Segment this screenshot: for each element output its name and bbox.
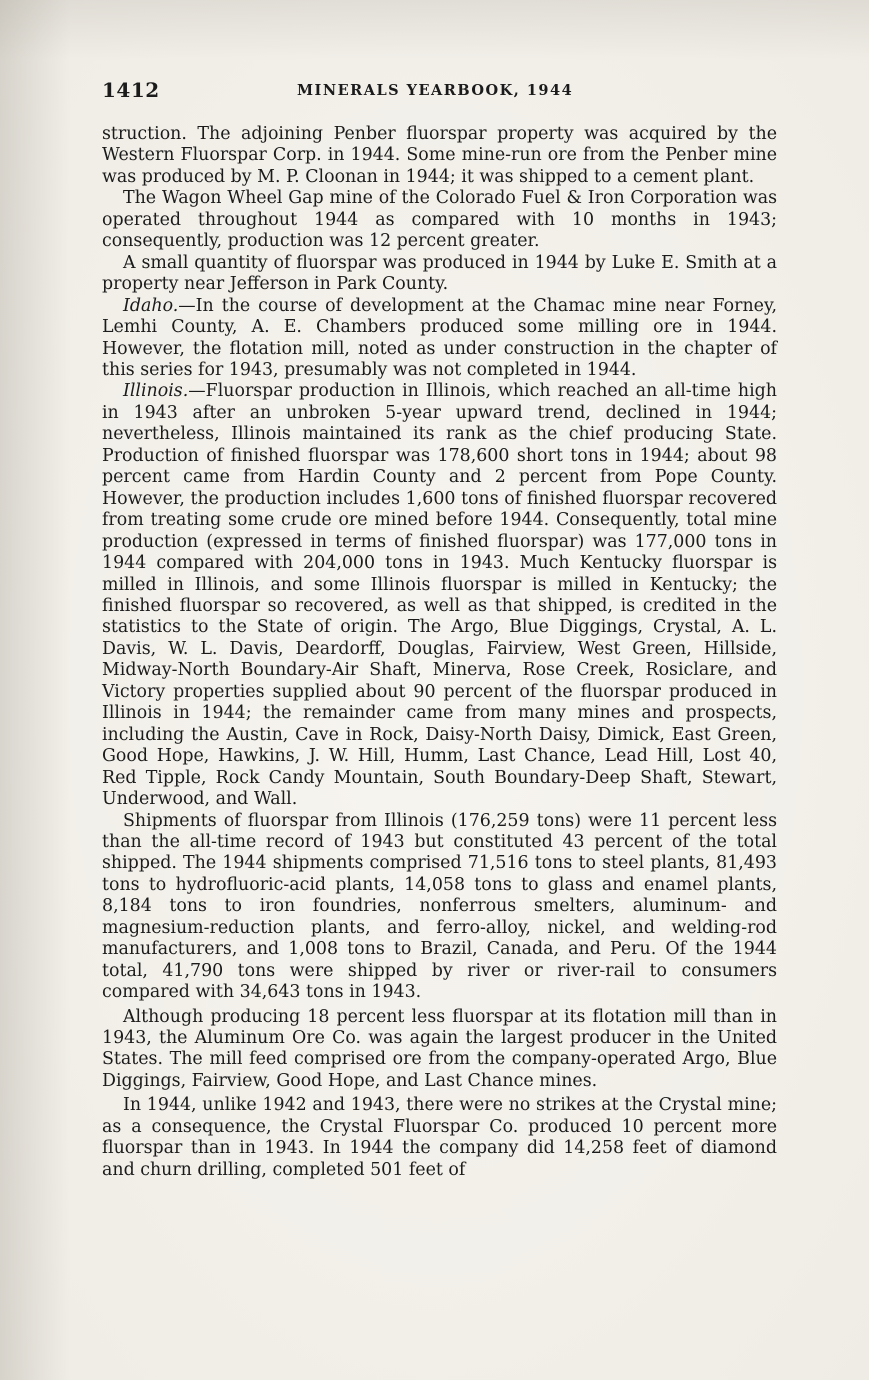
paragraph bbox=[102, 381, 777, 810]
page-number: 1412 bbox=[102, 78, 160, 102]
paragraph bbox=[102, 1095, 777, 1181]
paragraph-text: A small quantity of fluorspar was produced in 1944 by Luke E. Smith at a property near Jefferson in Park County. bbox=[102, 252, 777, 295]
body-text bbox=[102, 124, 777, 1181]
scan-top-shadow bbox=[0, 0, 869, 60]
paragraph-text: —Fluorspar production in Illinois, which reached an all-time high in 1943 after an unbroken 5-year upward trend, declined in 1944; nevertheless, Illinois maintained its rank as the chief producing State. Production of finished fluorspar was 178,600 short tons in 1944; about 98 percent came from Hardin County and 2 percent from Pope County. However, the production includes 1,600 tons of finished fluorspar recovered from treating some crude ore mined before 1944. Consequently, total mine production (expressed in terms of finished fluorspar) was 177,000 tons in 1944 compared with 204,000 tons in 1943. Much Kentucky fluorspar is milled in Illinois, and some Illinois fluorspar is milled in Kentucky; the finished fluorspar so recovered, as well as that shipped, is credited in the statistics to the State of origin. The Argo, Blue Diggings, Crystal, A. L. Davis, W. L. Davis, Deardorff, Douglas, Fairview, West Green, Hillside, Midway-North Boundary-Air Shaft, Minerva, Rose Creek, Rosiclare, and Victory properties supplied about 90 percent of the fluorspar produced in Illinois in 1944; the remainder came from many mines and prospects, including the Austin, Cave in Rock, Daisy-North Daisy, Dimick, East Green, Good Hope, Hawkins, J. W. Hill, Humm, Last Chance, Lead Hill, Lost 40, Red Tipple, Rock Candy Mountain, South Boundary-Deep Shaft, Stewart, Underwood, and Wall. bbox=[102, 381, 777, 810]
paragraph-text: The Wagon Wheel Gap mine of the Colorado Fuel & Iron Corporation was operated throughout 1944 as compared with 10 months in 1943; consequently, production was 12 percent greater. bbox=[102, 188, 777, 252]
page-header bbox=[102, 78, 774, 104]
paragraph-text: Although producing 18 percent less fluorspar at its flotation mill than in 1943, the Aluminum Ore Co. was again the largest producer in the United States. The mill feed comprised ore from the company-operated Argo, Blue Diggings, Fairview, Good Hope, and Last Chance mines. bbox=[102, 1006, 777, 1091]
paragraph-text: —In the course of development at the Chamac mine near Forney, Lemhi County, A. E. Chambers produced some milling ore in 1944. However, the flotation mill, noted as under construction in the chapter of this series for 1943, presumably was not completed in 1944. bbox=[102, 295, 777, 380]
scan-edge-shadow bbox=[0, 0, 70, 1380]
paragraph bbox=[102, 1007, 777, 1093]
paragraph bbox=[102, 253, 777, 296]
paragraph bbox=[102, 296, 777, 382]
paragraph bbox=[102, 124, 777, 188]
paragraph-text: struction. The adjoining Penber fluorspar property was acquired by the Western Fluorspar Corp. in 1944. Some mine-run ore from the Penber mine was produced by M. P. Cloonan in 1944; it was shipped to a cement plant. bbox=[102, 124, 777, 187]
running-head: MINERALS YEARBOOK, 1944 bbox=[297, 82, 574, 99]
state-heading: Illinois. bbox=[123, 381, 189, 402]
paragraph-text: Shipments of fluorspar from Illinois (176,259 tons) were 11 percent less than the all-time record of 1943 but constituted 43 percent of the total shipped. The 1944 shipments comprised 71,516 tons to steel plants, 81,493 tons to hydrofluoric-acid plants, 14,058 tons to glass and enamel plants, 8,184 tons to iron foundries, nonferrous smelters, aluminum- and magnesium-reduction plants, and ferro-alloy, nickel, and welding-rod manufacturers, and 1,008 tons to Brazil, Canada, and Peru. Of the 1944 total, 41,790 tons were shipped by river or river-rail to consumers compared with 34,643 tons in 1943. bbox=[102, 810, 777, 1003]
paragraph-text: In 1944, unlike 1942 and 1943, there were no strikes at the Crystal mine; as a consequence, the Crystal Fluorspar Co. produced 10 percent more fluorspar than in 1943. In 1944 the company did 14,258 feet of diamond and churn drilling, completed 501 feet of bbox=[102, 1095, 777, 1180]
paragraph bbox=[102, 811, 777, 1004]
state-heading: Idaho. bbox=[123, 295, 179, 316]
paragraph bbox=[102, 188, 777, 252]
